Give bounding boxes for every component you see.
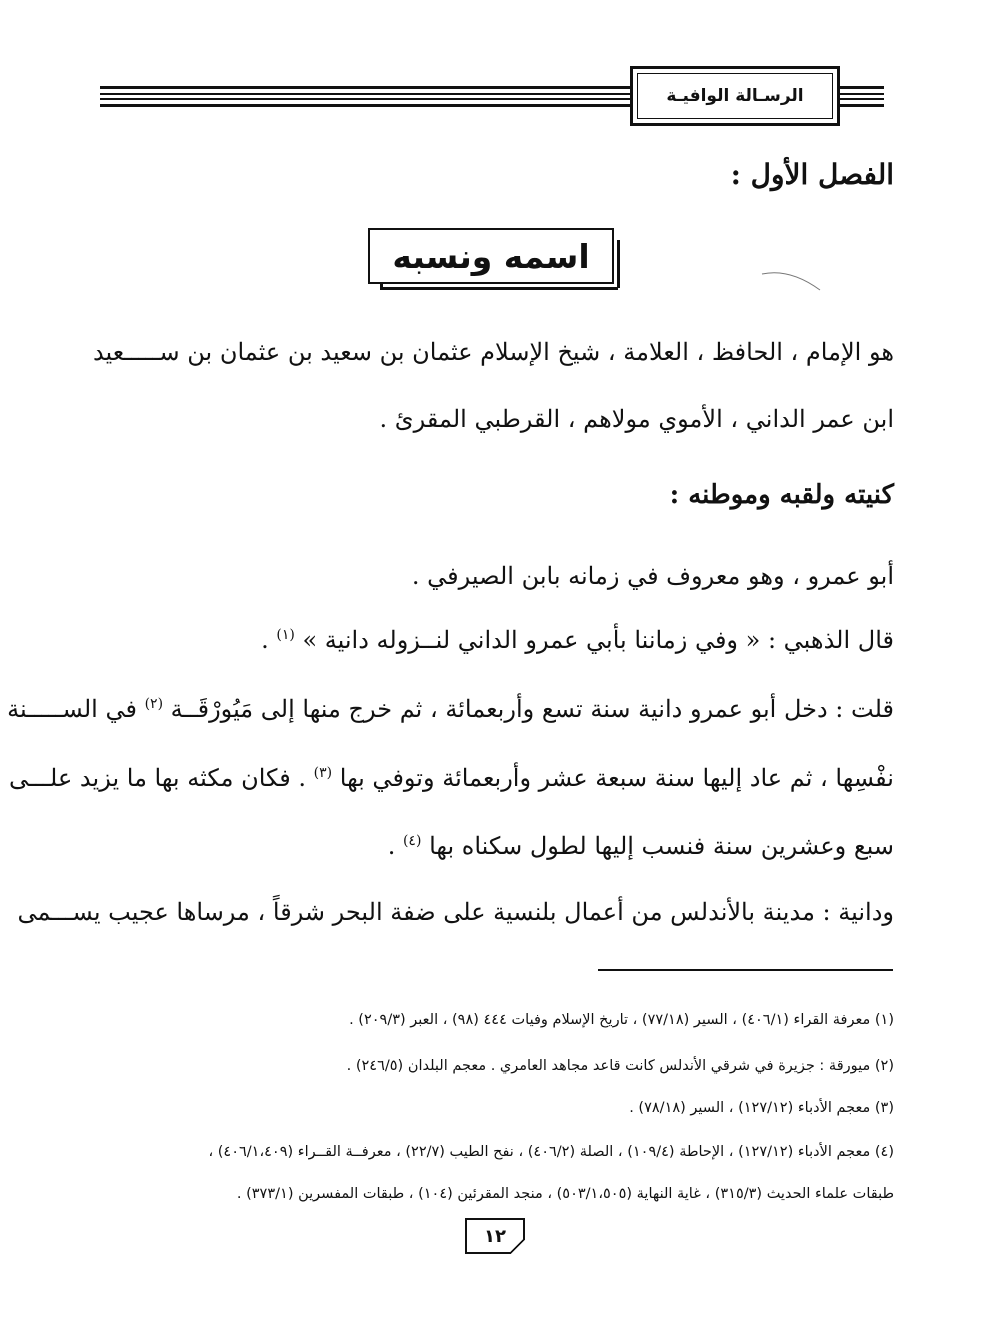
body-text: سبع وعشرين سنة فنسب إليها لطول سكناه بها xyxy=(429,832,894,860)
section-title-text: اسمه ونسبه xyxy=(392,236,590,276)
page-number-text: ١٢ xyxy=(484,1225,506,1247)
footnote: طبقات علماء الحديث (٣١٥/٣) ، غاية النهاية (٥٠٣/١،٥٠٥) ، منجد المقرئين (١٠٤) ، طبقات المفسرين (٣٧٣/١) . xyxy=(236,1186,894,1202)
decorative-stroke xyxy=(760,268,822,292)
footnote-ref: (٣) xyxy=(313,765,333,781)
footnote-ref: (١) xyxy=(276,627,295,643)
footnote: (٤) معجم الأدباء (١٢٧/١٢) ، الإحاطة (١٠٩/٤) ، الصلة (٤٠٦/٢) ، نفح الطيب (٢٢/٧) ، معرفــة القــراء (٤٠٦/١،٤٠٩) ، xyxy=(208,1144,894,1160)
body-text: . xyxy=(387,832,403,860)
subheading: كنيته ولقبه وموطنه : xyxy=(669,480,894,510)
body-line: ودانية : مدينة بالأندلس من أعمال بلنسية على ضفة البحر شرقاً ، مرساها عجيب يســـمى xyxy=(17,898,894,926)
body-text: . xyxy=(261,626,277,654)
footnote-ref: (٢) xyxy=(144,696,164,712)
footnote: (٣) معجم الأدباء (١٢٧/١٢) ، السير (٧٨/١٨) . xyxy=(629,1100,894,1116)
body-line: ابن عمر الداني ، الأموي مولاهم ، القرطبي المقرئ . xyxy=(379,405,894,433)
section-title xyxy=(368,228,614,284)
body-line xyxy=(8,764,894,792)
body-text: قلت : دخل أبو عمرو دانية سنة تسع وأربعمائة ، ثم خرج منها إلى مَيُورْقَــة xyxy=(170,695,894,723)
body-text: قال الذهبي : « وفي زماننا بأبي عمرو الداني لنــزوله دانية » xyxy=(302,626,894,654)
footnote-separator xyxy=(598,969,893,971)
running-header-box xyxy=(630,66,840,126)
body-line: هو الإمام ، الحافظ ، العلامة ، شيخ الإسلام عثمان بن سعيد بن عثمان بن ســـــعيد xyxy=(92,338,894,366)
body-line xyxy=(93,832,894,860)
running-header-title: الرسـالة الوافيـة xyxy=(637,73,833,119)
body-line: أبو عمرو ، وهو معروف في زمانه بابن الصيرفي . xyxy=(411,562,894,590)
page-number xyxy=(465,1218,525,1254)
body-text: . فكان مكثه بها ما يزيد علـــى xyxy=(8,764,314,792)
body-line xyxy=(7,695,894,723)
body-text: في الســـــنة xyxy=(7,695,145,723)
body-text: نفْسِها ، ثم عاد إليها سنة سبعة عشر وأربعمائة وتوفي بها xyxy=(339,764,894,792)
chapter-label: الفصل الأول : xyxy=(730,158,894,191)
footnote-ref: (٤) xyxy=(402,833,422,849)
body-line xyxy=(93,626,894,654)
footnote: (١) معرفة القراء (٤٠٦/١) ، السير (٧٧/١٨) ، تاريخ الإسلام وفيات ٤٤٤ (٩٨) ، العبر (٢٠٩/٣) . xyxy=(349,1012,894,1028)
footnote: (٢) ميورقة : جزيرة في شرقي الأندلس كانت قاعد مجاهد العامري . معجم البلدان (٢٤٦/٥) . xyxy=(346,1058,894,1074)
